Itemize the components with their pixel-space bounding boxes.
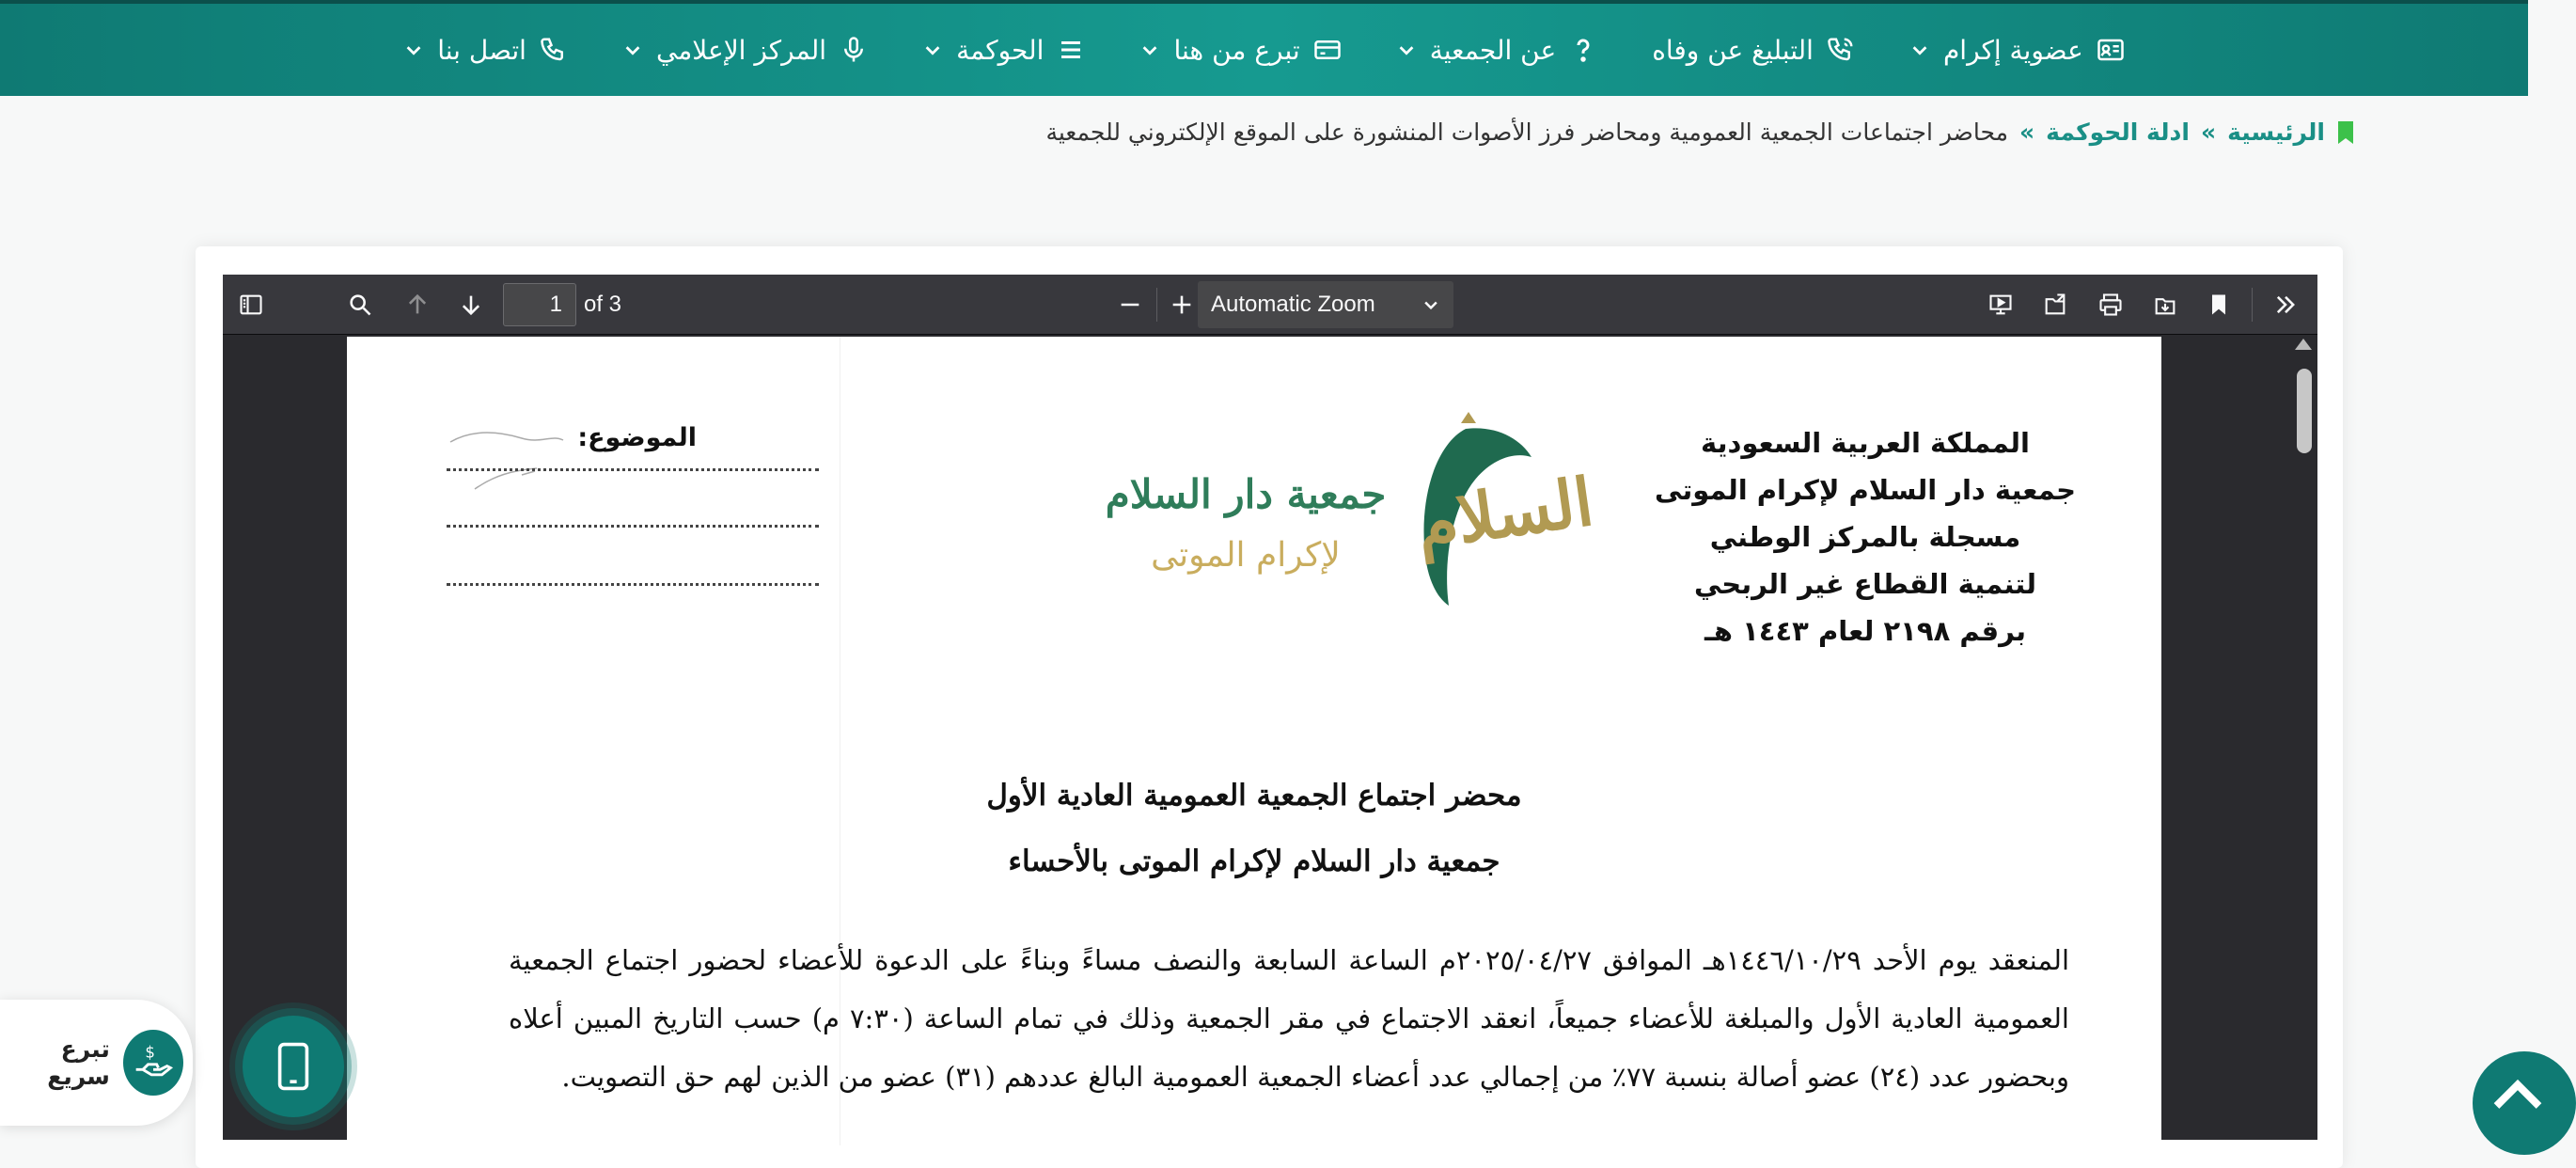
dotted-line [447, 583, 819, 586]
breadcrumb-separator: » [2200, 118, 2217, 146]
page-count-label: of 3 [584, 292, 622, 317]
scroll-up-arrow-icon[interactable] [2295, 339, 2312, 350]
presentation-icon [1987, 292, 2014, 318]
breadcrumb-section-link[interactable]: ادلة الحوكمة [2046, 118, 2190, 146]
chevron-down-icon [922, 39, 943, 60]
chevron-down-icon [1396, 39, 1417, 60]
nav-item-governance[interactable] [922, 35, 1085, 66]
previous-page-button[interactable] [399, 286, 436, 324]
logo-name-line: جمعية دار السلام [1105, 471, 1387, 517]
presentation-mode-button[interactable] [1982, 286, 2019, 324]
bookmark-icon [2336, 120, 2355, 145]
signature-scribble [447, 423, 569, 498]
nav-item-donate[interactable] [1139, 35, 1341, 66]
svg-text:$: $ [145, 1043, 155, 1062]
org-line: برقم ٢١٩٨ لعام ١٤٤٣ هـ [1704, 615, 2027, 647]
chevron-down-icon [1909, 39, 1930, 60]
zoom-select[interactable] [1198, 281, 1453, 328]
nav-item-media-center[interactable] [622, 35, 868, 66]
document-body: المنعقد يوم الأحد ١٤٤٦/١٠/٢٩هـ الموافق ٢٠٢٥/٠٤/٢٧م الساعة السابعة والنصف مساءً وبناءً على الدعوة للأعضاء لحضور اجتماع الجمعية العمومية العادية الأول والمبلغة للأعضاء جميعاً، انعقد الاجتماع في مقر الجمعية وذلك في تمام الساعة (٧:٣٠ م) حسب التاريخ المبين أعلاه وبحضور عدد (٢٤) عضو أصالة بنسبة ٧٧٪ من إجمالي عدد أعضاء الجمعية العمومية البالغ عددهم (٣١) عضو من الذين لهم حق التصويت. [509, 944, 2069, 1093]
org-line: المملكة العربية السعودية [1701, 427, 2030, 459]
scrollbar-thumb[interactable] [2297, 369, 2312, 453]
nav-item-label: التبليغ عن وفاه [1652, 34, 1814, 66]
arrow-down-icon [458, 292, 484, 318]
list-icon [1057, 36, 1085, 64]
phone-call-icon [1827, 36, 1855, 64]
top-navigation-bar [0, 0, 2528, 96]
print-button[interactable] [2092, 286, 2129, 324]
toolbar-separator [2252, 288, 2253, 322]
search-icon [347, 292, 373, 318]
quick-donate-label: تبرع سريع [47, 1035, 110, 1090]
nav-item-label: اتصل بنا [437, 34, 526, 66]
organization-header [1640, 419, 2091, 655]
subject-block [447, 423, 823, 592]
open-file-icon [2042, 292, 2068, 318]
print-icon [2097, 292, 2124, 318]
org-line: جمعية دار السلام لإكرام الموتى [1654, 474, 2077, 506]
pdf-toolbar [223, 275, 2317, 335]
download-icon [2152, 292, 2178, 318]
zoom-in-button[interactable] [1163, 286, 1201, 324]
minus-icon [1117, 292, 1143, 318]
chevron-down-icon [1422, 295, 1440, 314]
sidebar-toggle-button[interactable] [232, 286, 270, 324]
breadcrumb-home-link[interactable]: الرئيسية [2227, 118, 2325, 146]
dotted-line [447, 525, 819, 528]
id-card-icon [2097, 36, 2125, 64]
pdf-page [347, 337, 2161, 1145]
double-chevron-right-icon [2272, 292, 2299, 318]
nav-item-contact[interactable] [403, 35, 568, 66]
logo-tagline: لإكرام الموتى [1151, 536, 1341, 575]
nav-item-report-death[interactable] [1652, 35, 1855, 66]
pdf-scrollbar[interactable] [2291, 335, 2317, 1140]
breadcrumb-separator: » [2019, 118, 2035, 146]
microphone-icon [840, 36, 868, 64]
zoom-value: Automatic Zoom [1211, 292, 1375, 317]
subject-label: الموضوع: [577, 423, 697, 452]
arrow-up-icon [404, 292, 431, 318]
nav-item-label: عضوية إكرام [1942, 34, 2083, 66]
sidebar-icon [238, 292, 264, 318]
download-button[interactable] [2146, 286, 2184, 324]
find-button[interactable] [341, 286, 379, 324]
open-file-button[interactable] [2036, 286, 2074, 324]
logo-main-text: السلام [1411, 462, 1598, 564]
next-page-button[interactable] [452, 286, 490, 324]
question-icon [1569, 36, 1597, 64]
nav-item-membership[interactable] [1909, 35, 2125, 66]
phone-icon [540, 36, 568, 64]
tools-menu-button[interactable] [2267, 286, 2304, 324]
bookmark-icon [2206, 292, 2232, 318]
nav-item-about[interactable] [1396, 35, 1597, 66]
org-line: لتنمية القطاع غير الربحي [1693, 568, 2037, 600]
mobile-app-button[interactable] [229, 1002, 357, 1130]
donate-hand-icon [123, 1030, 183, 1096]
bookmark-view-button[interactable] [2200, 286, 2238, 324]
toolbar-separator [1156, 288, 1157, 322]
chevron-up-icon [2490, 1068, 2546, 1115]
breadcrumb-current: محاضر اجتماعات الجمعية العمومية ومحاضر فرز الأصوات المنشورة على الموقع الإلكتروني للجمعية [1045, 118, 2009, 146]
document-title: محضر اجتماع الجمعية العمومية العادية الأول [986, 779, 1522, 813]
org-line: مسجلة بالمركز الوطني [1709, 521, 2021, 553]
nav-item-label: المركز الإعلامي [655, 34, 827, 66]
nav-item-label: عن الجمعية [1429, 34, 1557, 66]
chevron-down-icon [1139, 39, 1160, 60]
nav-item-label: تبرع من هنا [1173, 34, 1300, 66]
pdf-viewer [223, 275, 2317, 1140]
page-number-input[interactable] [503, 283, 576, 326]
association-logo [1090, 404, 1598, 611]
chevron-down-icon [403, 39, 424, 60]
credit-card-icon [1313, 36, 1342, 64]
main-nav [0, 4, 2528, 96]
nav-item-label: الحوكمة [956, 34, 1045, 66]
breadcrumb [1045, 118, 2355, 146]
plus-icon [1169, 292, 1195, 318]
quick-donate-button[interactable] [0, 1000, 193, 1126]
document-subtitle: جمعية دار السلام لإكرام الموتى بالأحساء [1008, 844, 1500, 878]
zoom-out-button[interactable] [1111, 286, 1149, 324]
mobile-phone-icon [273, 1041, 314, 1092]
scroll-to-top-button[interactable] [2473, 1051, 2576, 1155]
dotted-line [447, 468, 819, 471]
chevron-down-icon [622, 39, 643, 60]
